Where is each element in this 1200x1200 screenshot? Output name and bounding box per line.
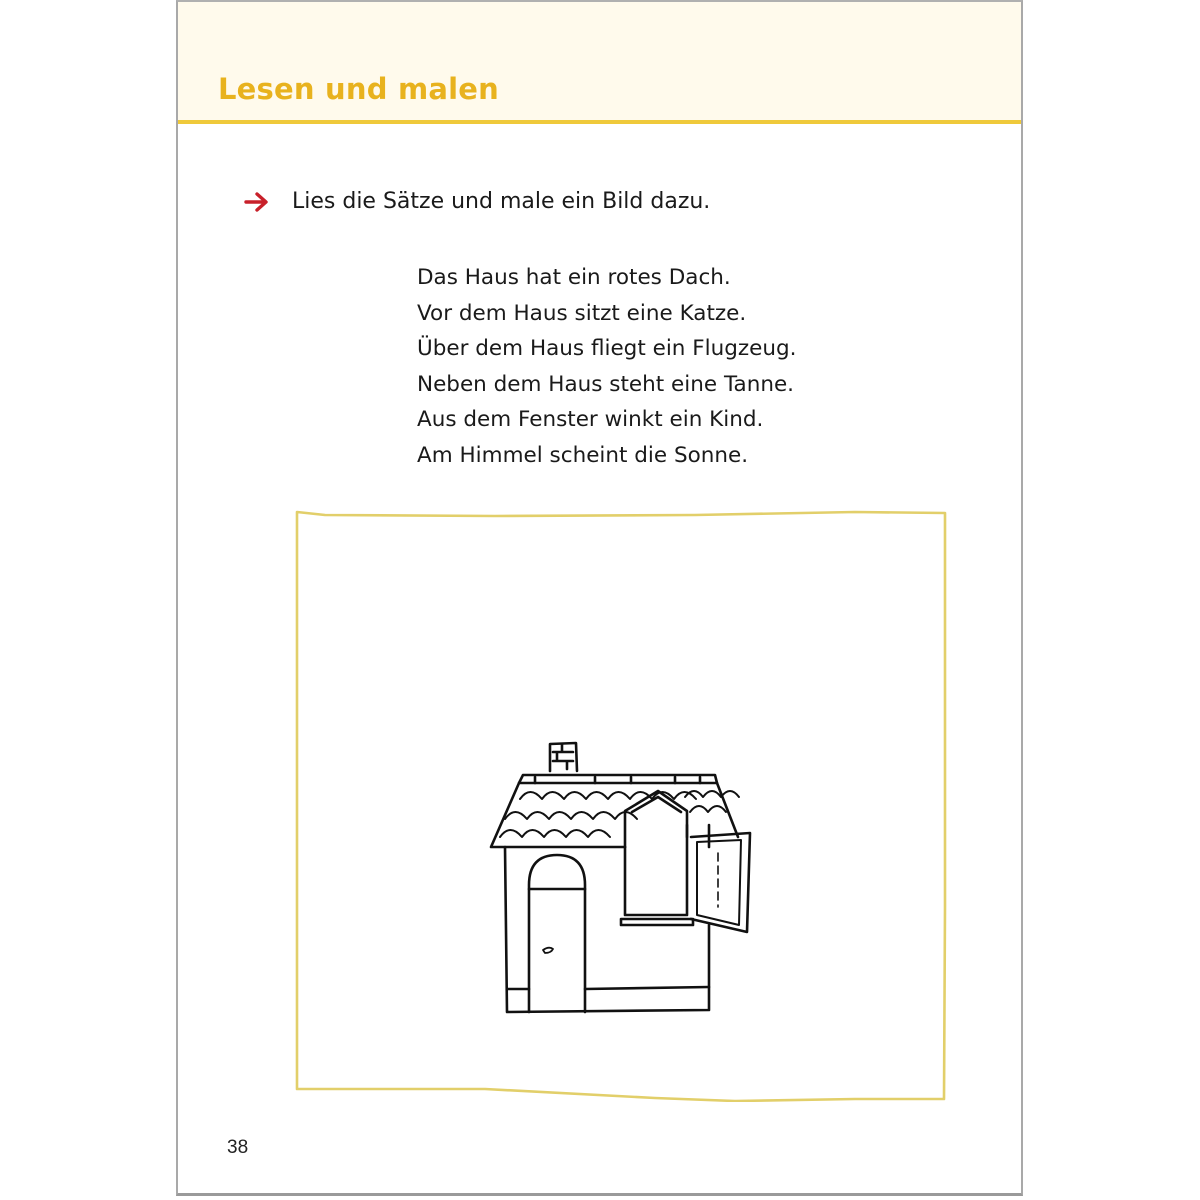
drawing-frame-border <box>297 512 945 1101</box>
house-illustration <box>491 743 750 1012</box>
header-band <box>178 2 1021 124</box>
chimney <box>550 743 577 771</box>
page-number: 38 <box>227 1137 249 1158</box>
sentence: Am Himmel scheint die Sonne. <box>417 442 749 468</box>
arrow-right-icon <box>244 191 270 213</box>
drawing-area[interactable] <box>295 507 947 1102</box>
sentence: Neben dem Haus steht eine Tanne. <box>417 371 795 397</box>
window <box>621 825 750 932</box>
page-title: Lesen und malen <box>218 72 500 106</box>
sentence: Aus dem Fenster winkt ein Kind. <box>417 407 764 432</box>
sentence-list <box>417 260 797 473</box>
sentence: Vor dem Haus sitzt eine Katze. <box>417 300 747 326</box>
instruction <box>244 189 710 214</box>
instruction-text: Lies die Sätze und male ein Bild dazu. <box>292 189 711 214</box>
workbook-page <box>176 0 1023 1196</box>
sentence: Das Haus hat ein rotes Dach. <box>417 265 731 290</box>
sentence: Über dem Haus fliegt ein Flugzeug. <box>417 336 797 361</box>
door <box>529 855 585 1012</box>
